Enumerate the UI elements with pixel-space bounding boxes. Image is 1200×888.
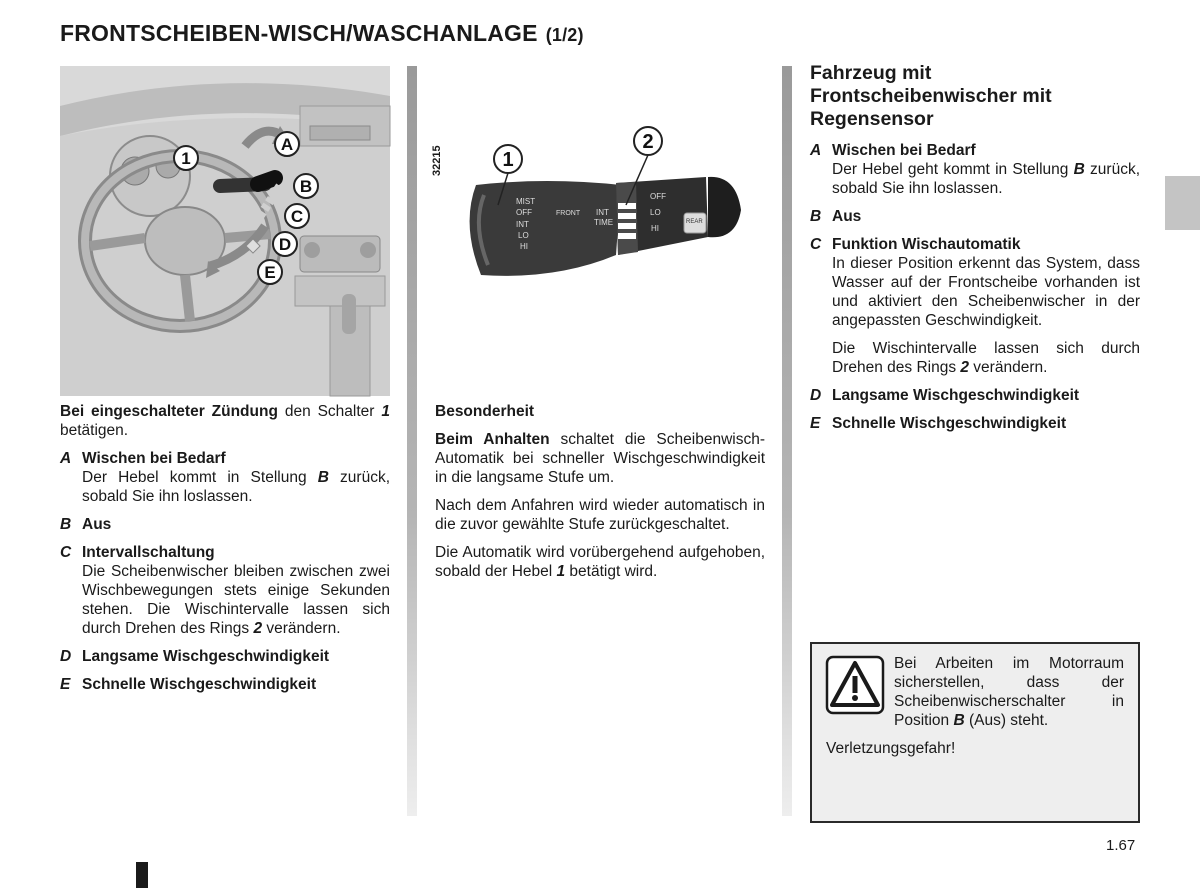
stalk-mark-front: FRONT (556, 210, 581, 217)
list-item (810, 414, 1140, 433)
intro-text: den Schalter (277, 403, 382, 420)
list-item (810, 141, 1140, 198)
stalk-mark-lo-left: LO (518, 231, 529, 240)
item-title: Langsame Wischgeschwindigkeit (82, 648, 330, 665)
stalk-mark-int-left: INT (516, 220, 529, 229)
stalk-mark-int-ring: INT (596, 208, 609, 217)
dash-label-D: D (278, 235, 292, 254)
paragraph: Beim Anhalten schaltet die Scheibenwisch-Automatik bei schneller Wischgeschwindigkeit in die langsame Stufe um. (435, 431, 765, 486)
item-title: Schnelle Wischgeschwindigkeit (832, 415, 1067, 432)
intro-paragraph (60, 402, 390, 440)
stalk-label-2: 2 (642, 131, 654, 153)
item-letter: B (60, 516, 72, 533)
item-letter: E (60, 676, 71, 693)
stalk-mark-off-left: OFF (516, 208, 532, 217)
column-right (810, 62, 1140, 442)
item-letter: A (810, 142, 822, 159)
dash-label-B: B (299, 177, 313, 196)
stalk-mark-mist: MIST (516, 197, 536, 206)
item-letter: C (60, 544, 72, 561)
item-desc: In dieser Position erkennt das System, dass Wasser auf der Frontscheibe vorhanden ist und aktiviert den Scheibenwischer in der angepassten Geschwindigkeit. (832, 255, 1140, 329)
stalk-mark-lo-right: LO (650, 208, 661, 217)
item-title: Wischen bei Bedarf (832, 142, 976, 159)
item-title: Wischen bei Bedarf (82, 450, 226, 467)
item-title: Aus (82, 516, 112, 533)
intro-end: betätigen. (60, 422, 129, 439)
stalk-label-1: 1 (502, 149, 514, 171)
item-desc: Der Hebel geht kommt in Stellung B zurück, sobald Sie ihn loslassen. (832, 161, 1141, 197)
title-part: (1/2) (545, 25, 584, 45)
stalk-drawing (436, 115, 766, 295)
title-text: FRONTSCHEIBEN-WISCH/WASCHANLAGE (60, 20, 538, 46)
item-title: Aus (832, 208, 862, 225)
item-title: Schnelle Wischgeschwindigkeit (82, 676, 317, 693)
warning-triangle-icon (826, 656, 884, 714)
chapter-tab (1165, 176, 1200, 230)
dash-label-E: E (264, 263, 276, 282)
item-title: Intervallschaltung (82, 544, 215, 561)
intro-bold: Bei eingeschalteter Zündung (60, 403, 278, 420)
page-number: 1.67 (1106, 837, 1136, 854)
list-item (810, 207, 1140, 226)
list-item (60, 543, 390, 638)
item-desc: Die Wischintervalle lassen sich durch Drehen des Rings 2 verändern. (832, 340, 1140, 376)
column-left (60, 402, 390, 703)
section-heading: Fahrzeug mit Frontscheibenwischer mit Regensensor (810, 62, 1052, 130)
dash-label-A: A (280, 135, 294, 154)
list-item (60, 675, 390, 694)
warning-footer: Verletzungsgefahr! (826, 740, 956, 757)
column-divider-right (782, 66, 792, 816)
column-middle (435, 402, 765, 590)
stalk-mark-hi-left: HI (520, 242, 528, 251)
paragraph: Nach dem Anfahren wird wieder automatisch in die zuvor gewählte Stufe zurückgeschaltet. (435, 497, 765, 533)
list-item (810, 386, 1140, 405)
dash-label-C: C (290, 207, 304, 226)
column-divider-left (407, 66, 417, 816)
item-letter: C (810, 236, 822, 253)
list-item (60, 449, 390, 506)
item-title: Funktion Wischautomatik (832, 236, 1021, 253)
item-desc: Der Hebel kommt in Stellung B zurück, sobald Sie ihn loslassen. (82, 469, 390, 505)
dash-label-1: 1 (181, 149, 191, 168)
stalk-mark-time: TIME (594, 218, 614, 227)
list-item (60, 515, 390, 534)
item-title: Langsame Wischgeschwindigkeit (832, 387, 1080, 404)
section-heading: Besonderheit (435, 403, 535, 420)
item-letter: A (60, 450, 72, 467)
page-title (60, 20, 584, 47)
stalk-mark-hi-right: HI (651, 224, 659, 233)
page-marker (136, 862, 148, 888)
warning-box (810, 642, 1140, 823)
figure-code: 32215 (431, 145, 443, 176)
stalk-mark-off-right: OFF (650, 192, 666, 201)
item-letter: B (810, 208, 822, 225)
stalk-mark-rear: REAR (686, 219, 703, 225)
intro-ref: 1 (381, 403, 390, 420)
dashboard-illustration (60, 66, 443, 396)
dashboard-drawing (60, 66, 390, 396)
paragraph: Die Automatik wird vorübergehend aufgehoben, sobald der Hebel 1 betätigt wird. (435, 544, 765, 580)
item-letter: D (810, 387, 822, 404)
item-letter: D (60, 648, 72, 665)
list-item (60, 647, 390, 666)
warning-text: Bei Arbeiten im Motorraum sicherstellen, dass der Scheibenwischerschalter in Position B (Aus) steht. (894, 655, 1124, 729)
wiper-stalk-illustration (436, 115, 766, 295)
item-desc: Die Scheibenwischer bleiben zwischen zwei Wischbewegungen stets einige Sekunden stehen. Die Wischintervalle lassen sich durch Drehen des Rings 2 verändern. (82, 563, 390, 637)
item-letter: E (810, 415, 821, 432)
list-item (810, 235, 1140, 377)
